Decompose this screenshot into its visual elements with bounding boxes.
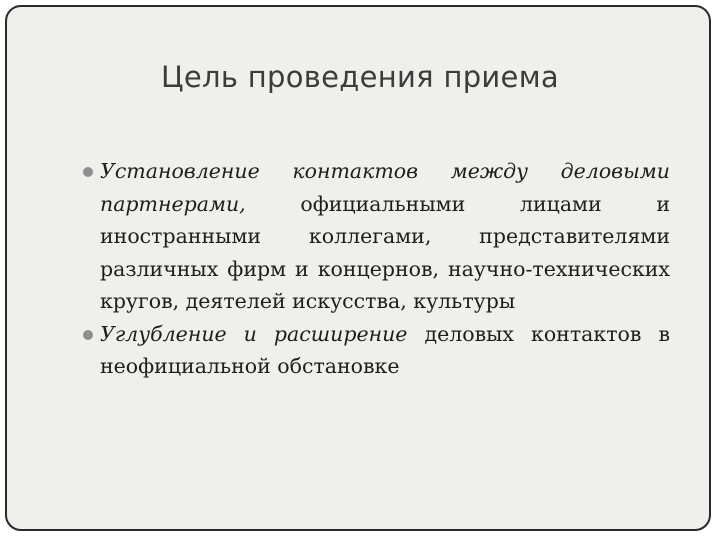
bullet-item xyxy=(100,155,670,318)
bullet-list xyxy=(100,155,670,383)
bullet-item xyxy=(100,318,670,383)
bullet-item-emphasis: Углубление и расширение xyxy=(100,321,408,346)
bullet-item-emphasis: Установление контактов между деловыми партнерами, xyxy=(100,159,670,216)
bullet-item-text: деловых контактов в неофициальной обстановке xyxy=(100,321,670,378)
slide-title: Цель проведения приема xyxy=(161,60,559,94)
bullet-dot-icon xyxy=(83,330,93,340)
bullet-dot-icon xyxy=(83,167,93,177)
bullet-item-text: официальными лицами и иностранными коллегами, представителями различных фирм и концернов, научно-технических кругов, деятелей искусства, культуры xyxy=(100,191,670,313)
